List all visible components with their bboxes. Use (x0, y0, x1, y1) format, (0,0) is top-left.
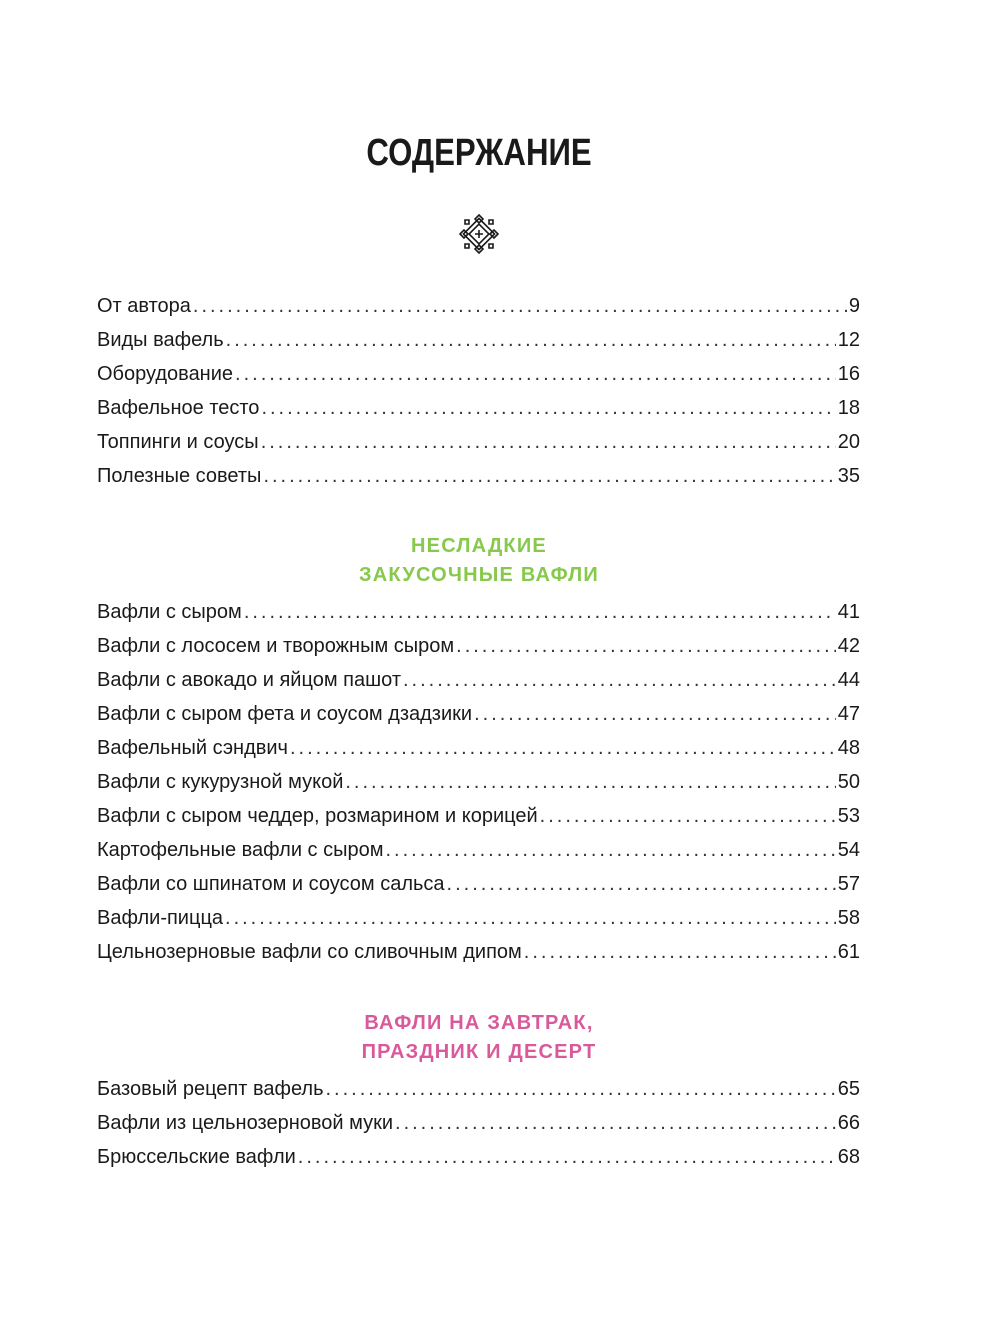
toc-entry-page: 44 (837, 669, 860, 691)
section-heading-line: ЗАКУСОЧНЫЕ ВАФЛИ (359, 564, 599, 586)
toc-entry[interactable] (97, 805, 860, 839)
toc-entry-label: Вафли с сыром фета и соусом дзадзики (97, 703, 473, 725)
toc-entry-page: 61 (837, 941, 860, 963)
dot-leader (226, 329, 836, 352)
toc-entry-page: 48 (837, 737, 860, 759)
dot-leader (263, 465, 835, 488)
toc-entry[interactable] (97, 465, 860, 499)
toc-entry-page: 68 (837, 1146, 860, 1168)
toc-entry-page: 54 (837, 839, 860, 861)
section-heading-line: ВАФЛИ НА ЗАВТРАК, (364, 1012, 594, 1034)
toc-entry[interactable] (97, 941, 860, 975)
dot-leader (395, 1112, 836, 1135)
toc-entry-label: Полезные советы (97, 465, 262, 487)
toc-entry-page: 35 (837, 465, 860, 487)
page-title: СОДЕРЖАНИЕ (366, 132, 592, 174)
toc-entry-label: Вафли из цельнозерновой муки (97, 1112, 394, 1134)
toc-entry-label: Вафли с сыром (97, 601, 242, 623)
dot-leader (524, 941, 836, 964)
toc-entry[interactable] (97, 397, 860, 431)
toc-entry-label: Вафли-пицца (97, 907, 224, 929)
toc-entry[interactable] (97, 839, 860, 873)
toc-entry-page: 12 (837, 329, 860, 351)
toc-entry-page: 41 (837, 601, 860, 623)
toc-entry[interactable] (97, 295, 860, 329)
toc-entry-label: Вафельное тесто (97, 397, 260, 419)
toc-entry[interactable] (97, 1146, 860, 1180)
section-heading-savory (0, 532, 958, 590)
toc-entry-page: 42 (837, 635, 860, 657)
dot-leader (540, 805, 836, 828)
toc-entry-page: 50 (837, 771, 860, 793)
dot-leader (474, 703, 836, 726)
dot-leader (244, 601, 836, 624)
toc-entry[interactable] (97, 601, 860, 635)
toc-entry-page: 16 (837, 363, 860, 385)
section-heading-line: ПРАЗДНИК И ДЕСЕРТ (361, 1041, 597, 1063)
toc-entry-label: Картофельные вафли с сыром (97, 839, 384, 861)
toc-entry-label: Виды вафель (97, 329, 224, 351)
toc-entry-page: 20 (837, 431, 860, 453)
toc-entry[interactable] (97, 431, 860, 465)
toc-entry-label: Вафли со шпинатом и соусом сальса (97, 873, 445, 895)
dot-leader (225, 907, 836, 930)
toc-entry-page: 18 (837, 397, 860, 419)
toc-savory-list (97, 601, 860, 975)
toc-sweet-list (97, 1078, 860, 1180)
dot-leader (193, 295, 847, 318)
toc-entry-label: Топпинги и соусы (97, 431, 259, 453)
toc-entry[interactable] (97, 737, 860, 771)
toc-entry-label: Брюссельские вафли (97, 1146, 296, 1168)
toc-entry[interactable] (97, 873, 860, 907)
toc-intro-list (97, 295, 860, 499)
dot-leader (261, 397, 835, 420)
dot-leader (298, 1146, 836, 1169)
section-heading-line: НЕСЛАДКИЕ (411, 535, 547, 557)
toc-entry-label: Цельнозерновые вафли со сливочным дипом (97, 941, 522, 963)
toc-entry-page: 47 (837, 703, 860, 725)
toc-entry[interactable] (97, 907, 860, 941)
toc-entry-page: 53 (837, 805, 860, 827)
toc-entry[interactable] (97, 363, 860, 397)
toc-entry[interactable] (97, 1112, 860, 1146)
toc-entry[interactable] (97, 669, 860, 703)
toc-entry-label: Вафли с сыром чеддер, розмарином и корицей (97, 805, 538, 827)
toc-entry-page: 65 (837, 1078, 860, 1100)
dot-leader (345, 771, 835, 794)
toc-entry-label: Вафли с авокадо и яйцом пашот (97, 669, 401, 691)
dot-leader (235, 363, 836, 386)
waffle-ornament-icon (457, 212, 501, 256)
toc-entry[interactable] (97, 703, 860, 737)
toc-entry-label: От автора (97, 295, 191, 317)
dot-leader (261, 431, 836, 454)
dot-leader (385, 839, 835, 862)
toc-entry-page: 66 (837, 1112, 860, 1134)
toc-entry-label: Вафельный сэндвич (97, 737, 288, 759)
toc-entry[interactable] (97, 771, 860, 805)
dot-leader (456, 635, 836, 658)
toc-entry-page: 58 (837, 907, 860, 929)
toc-entry-page: 9 (848, 295, 860, 317)
toc-entry-label: Базовый рецепт вафель (97, 1078, 324, 1100)
toc-entry-label: Вафли с лососем и творожным сыром (97, 635, 455, 657)
section-heading-sweet (0, 1009, 958, 1067)
dot-leader (290, 737, 836, 760)
toc-entry-label: Вафли с кукурузной мукой (97, 771, 344, 793)
toc-entry-page: 57 (837, 873, 860, 895)
dot-leader (403, 669, 836, 692)
toc-entry-label: Оборудование (97, 363, 234, 385)
dot-leader (447, 873, 836, 896)
toc-entry[interactable] (97, 329, 860, 363)
toc-entry[interactable] (97, 635, 860, 669)
toc-entry[interactable] (97, 1078, 860, 1112)
dot-leader (326, 1078, 836, 1101)
